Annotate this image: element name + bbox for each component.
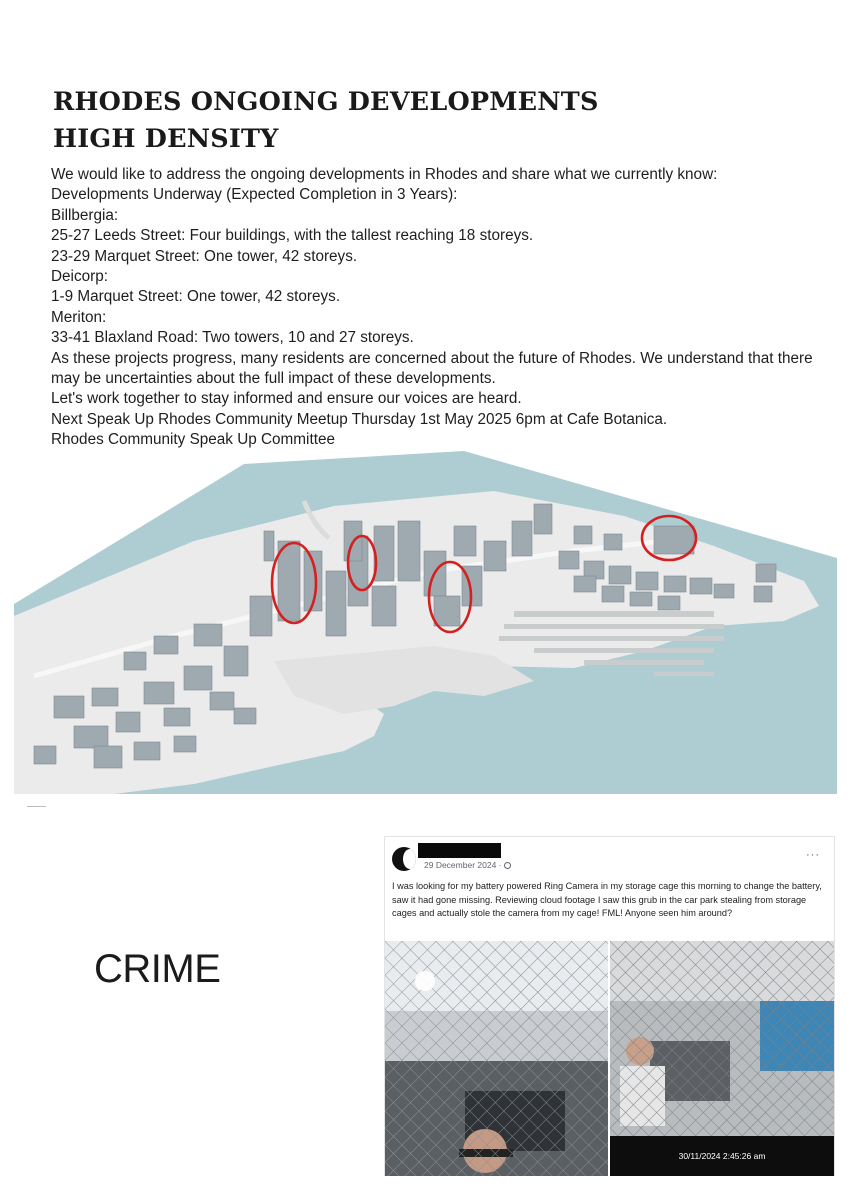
- post-photos[interactable]: [385, 941, 834, 1176]
- body-line: Deicorp:: [51, 268, 108, 286]
- body-line: 33-41 Blaxland Road: Two towers, 10 and 27 storeys.: [51, 329, 414, 347]
- body-line: 23-29 Marquet Street: One tower, 42 storeys.: [51, 247, 358, 265]
- cctv-image-left: [385, 941, 608, 1176]
- avatar[interactable]: [392, 847, 416, 871]
- body-text: [51, 165, 821, 451]
- rhodes-3d-map: [14, 446, 837, 794]
- title-line-2: HIGH DENSITY: [53, 124, 279, 154]
- crime-heading: CRIME: [94, 947, 221, 991]
- more-options-icon[interactable]: ···: [806, 849, 820, 861]
- body-line: We would like to address the ongoing developments in Rhodes and share what we currently know:: [51, 166, 718, 183]
- globe-icon: [504, 862, 511, 869]
- page-title: [53, 84, 599, 158]
- redacted-name: [418, 843, 501, 858]
- body-line: 1-9 Marquet Street: One tower, 42 storeys.: [51, 288, 341, 306]
- body-line: Billbergia:: [51, 206, 119, 224]
- body-line: Next Speak Up Rhodes Community Meetup Thursday 1st May 2025 6pm at Cafe Botanica.: [51, 410, 668, 428]
- cctv-photo-right[interactable]: [610, 941, 834, 1176]
- body-line: Developments Underway (Expected Completion in 3 Years):: [51, 186, 458, 204]
- body-line: 25-27 Leeds Street: Four buildings, with the tallest reaching 18 storeys.: [51, 227, 534, 245]
- body-line: As these projects progress, many residents are concerned about the future of Rhodes. We understand that there may be uncertainties about the full impact of these developments.: [51, 349, 813, 388]
- post-date-text: 29 December 2024 ·: [424, 860, 502, 870]
- title-line-1: RHODES ONGOING DEVELOPMENTS: [53, 87, 599, 117]
- post-date[interactable]: [424, 860, 511, 870]
- cctv-photo-left[interactable]: [385, 941, 608, 1176]
- body-line: Rhodes Community Speak Up Committee: [51, 431, 335, 449]
- body-line: Meriton:: [51, 308, 107, 326]
- body-line: Let's work together to stay informed and ensure our voices are heard.: [51, 390, 522, 408]
- post-text: I was looking for my battery powered Ring Camera in my storage cage this morning to change the battery, saw it had gone missing. Reviewing cloud footage I saw this grub in the car park stealing from storage cages and actually stole the camera from my cage! FML! Anyone seen him around?: [392, 881, 822, 919]
- divider: [27, 806, 46, 807]
- cctv-timestamp: 30/11/2024 2:45:26 am: [610, 1136, 834, 1176]
- social-post: [384, 836, 835, 1176]
